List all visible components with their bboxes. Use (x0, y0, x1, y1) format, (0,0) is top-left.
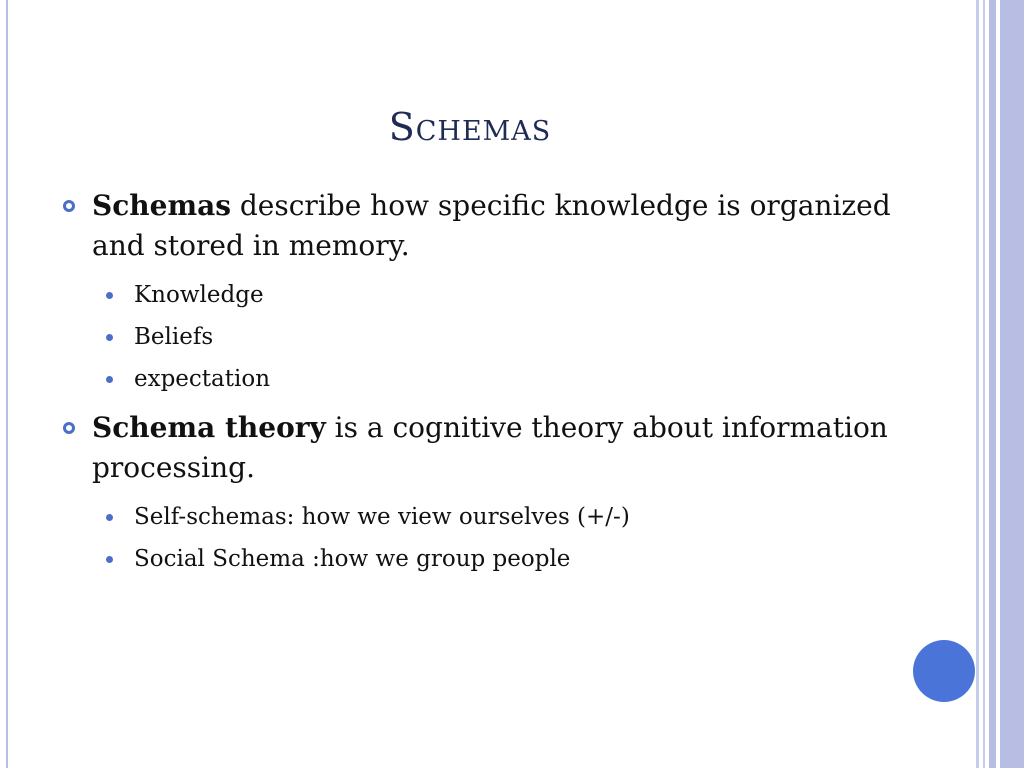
bullet-bold-term: Schema theory (92, 411, 326, 444)
sub-bullet-list (62, 274, 902, 400)
sub-bullet-item (62, 316, 902, 358)
bullet-list (62, 186, 902, 588)
right-decorative-stripes (976, 0, 1024, 768)
stripe (989, 0, 996, 768)
sub-bullet-text: expectation (134, 366, 271, 392)
sub-bullet-text: Beliefs (134, 324, 214, 350)
bullet-item (62, 186, 902, 266)
bullet-bold-term: Schemas (92, 189, 231, 222)
stripe (1000, 0, 1024, 768)
sub-bullet-text: Social Schema :how we group people (134, 546, 571, 572)
bullet-item (62, 408, 902, 488)
dot-bullet-icon (106, 292, 113, 299)
decorative-circle (913, 640, 975, 702)
slide-title: Schemas (388, 105, 552, 149)
ring-bullet-icon (63, 422, 75, 434)
sub-bullet-item (62, 538, 902, 580)
bullet-text: is a cognitive theory about information processing. (92, 411, 888, 484)
sub-bullet-item (62, 358, 902, 400)
dot-bullet-icon (106, 334, 113, 341)
sub-bullet-text: Self-schemas: how we view ourselves (+/-) (134, 504, 630, 530)
sub-bullet-item (62, 496, 902, 538)
dot-bullet-icon (106, 376, 113, 383)
ring-bullet-icon (63, 200, 75, 212)
sub-bullet-text: Knowledge (134, 282, 264, 308)
stripe (976, 0, 979, 768)
dot-bullet-icon (106, 514, 113, 521)
stripe (983, 0, 985, 768)
dot-bullet-icon (106, 556, 113, 563)
sub-bullet-list (62, 496, 902, 580)
bullet-text: describe how specific knowledge is organized and stored in memory. (92, 189, 891, 262)
sub-bullet-item (62, 274, 902, 316)
